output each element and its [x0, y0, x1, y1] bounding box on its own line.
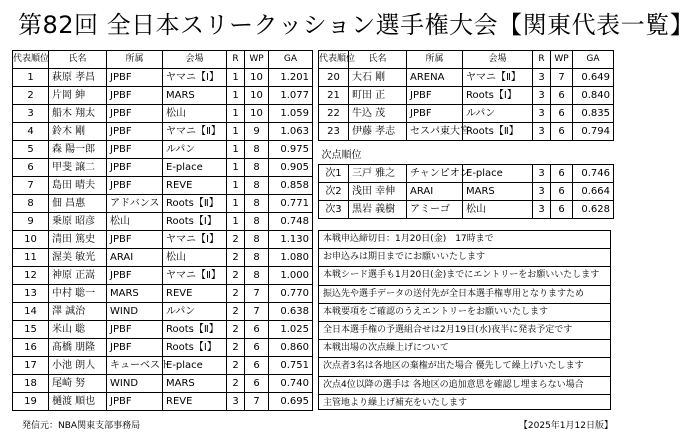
affiliation-cell: WIND [107, 375, 163, 393]
ga-cell: 1.059 [269, 105, 313, 123]
ga-cell: 0.905 [269, 159, 313, 177]
ga-cell: 0.664 [573, 183, 614, 201]
venue-cell: 松山 [463, 201, 533, 219]
ga-cell: 0.649 [573, 69, 614, 87]
ga-cell: 0.771 [269, 195, 313, 213]
ga-cell: 0.748 [269, 213, 313, 231]
name-cell: 浅田 幸伸 [349, 183, 407, 201]
rank-cell: 16 [13, 339, 49, 357]
name-cell: 鈴木 剛 [49, 123, 107, 141]
note-line: お申込みは期日までにお願いいたします [319, 249, 610, 267]
table-row [13, 285, 313, 303]
name-cell: 町田 正 [349, 87, 407, 105]
rank-cell: 4 [13, 123, 49, 141]
name-cell: 森 陽一郎 [49, 141, 107, 159]
wp-cell: 8 [245, 249, 269, 267]
rank-cell: 17 [13, 357, 49, 375]
header-r: R [533, 51, 551, 69]
r-cell: 2 [227, 285, 245, 303]
r-cell: 2 [227, 249, 245, 267]
affiliation-cell: ARAI [107, 249, 163, 267]
wp-cell: 6 [551, 105, 573, 123]
note-line: 主管地より繰上げ補充をいたします [323, 397, 468, 408]
venue-cell: ヤマニ【Ⅰ】 [163, 231, 227, 249]
table-row [319, 69, 614, 87]
table-row [13, 393, 313, 411]
runner-up-label-row [319, 147, 614, 165]
header-venue: 会場 [463, 51, 533, 69]
r-cell: 2 [227, 303, 245, 321]
name-cell: 中村 聡一 [49, 285, 107, 303]
wp-cell: 7 [245, 303, 269, 321]
wp-cell: 6 [245, 339, 269, 357]
rank-cell: 次1 [319, 165, 349, 183]
r-cell: 1 [227, 69, 245, 87]
table-row [319, 183, 614, 201]
wp-cell: 6 [551, 183, 573, 201]
ga-cell: 0.638 [269, 303, 313, 321]
affiliation-cell: キューベスト [107, 357, 163, 375]
table-row [13, 339, 313, 357]
wp-cell: 8 [245, 231, 269, 249]
page-title: 第82回 全日本スリークッション選手権大会【関東代表一覧】 [18, 11, 694, 39]
table-row [319, 201, 614, 219]
ga-cell: 0.858 [269, 177, 313, 195]
wp-cell: 8 [245, 141, 269, 159]
affiliation-cell: JPBF [107, 69, 163, 87]
ga-cell: 0.746 [573, 165, 614, 183]
affiliation-cell: JPBF [107, 141, 163, 159]
header-wp: WP [245, 51, 269, 69]
wp-cell: 9 [245, 123, 269, 141]
table-row [13, 123, 313, 141]
venue-cell: Roots【Ⅱ】 [163, 195, 227, 213]
table-row [13, 267, 313, 285]
wp-cell: 10 [245, 87, 269, 105]
venue-cell: ルパン [463, 105, 533, 123]
name-cell: 乗原 昭彦 [49, 213, 107, 231]
ga-cell: 0.840 [573, 87, 614, 105]
table-row [13, 177, 313, 195]
table-row [319, 87, 614, 105]
affiliation-cell: ARAI [407, 183, 463, 201]
r-cell: 1 [227, 141, 245, 159]
wp-cell: 8 [245, 195, 269, 213]
footer-source: 発信元：NBA関東支部事務局 [22, 421, 141, 431]
r-cell: 1 [227, 87, 245, 105]
table-header-row [13, 51, 313, 69]
r-cell: 3 [533, 183, 551, 201]
rank-cell: 8 [13, 195, 49, 213]
header-ga: GA [573, 51, 614, 69]
venue-cell: 松山 [163, 249, 227, 267]
venue-cell: REVE [163, 285, 227, 303]
ga-cell: 1.080 [269, 249, 313, 267]
ga-cell: 1.130 [269, 231, 313, 249]
table-header-row [319, 51, 614, 69]
r-cell: 1 [227, 213, 245, 231]
ga-cell: 1.000 [269, 267, 313, 285]
venue-cell: E-place [163, 159, 227, 177]
affiliation-cell: JPBF [407, 87, 463, 105]
venue-cell: MARS [463, 183, 533, 201]
name-cell: 澤 誠治 [49, 303, 107, 321]
ga-cell: 0.835 [573, 105, 614, 123]
ga-cell: 0.628 [573, 201, 614, 219]
name-cell: 船木 翔太 [49, 105, 107, 123]
table-row [13, 357, 313, 375]
wp-cell: 8 [245, 177, 269, 195]
table-row [13, 159, 313, 177]
rank-cell: 19 [13, 393, 49, 411]
r-cell: 1 [227, 195, 245, 213]
name-cell: 髙橋 朋隆 [49, 339, 107, 357]
name-cell: 神原 正嵩 [49, 267, 107, 285]
wp-cell: 7 [245, 393, 269, 411]
affiliation-cell: MARS [107, 285, 163, 303]
rank-cell: 14 [13, 303, 49, 321]
r-cell: 1 [227, 177, 245, 195]
ga-cell: 0.770 [269, 285, 313, 303]
wp-cell: 6 [245, 321, 269, 339]
header-name: 氏名 [349, 51, 407, 69]
affiliation-cell: JPBF [107, 87, 163, 105]
rank-cell: 11 [13, 249, 49, 267]
rank-cell: 2 [13, 87, 49, 105]
header-rank: 代表順位 [13, 51, 49, 69]
ga-cell: 0.794 [573, 123, 614, 141]
rank-cell: 10 [13, 231, 49, 249]
r-cell: 1 [227, 159, 245, 177]
table-row [13, 105, 313, 123]
representatives-table-right [318, 50, 614, 219]
footer-date: 【2025年1月12日版】 [518, 421, 613, 431]
table-row [319, 105, 614, 123]
rank-cell: 23 [319, 123, 349, 141]
ga-cell: 1.077 [269, 87, 313, 105]
r-cell: 1 [227, 123, 245, 141]
r-cell: 3 [533, 201, 551, 219]
table-row [13, 231, 313, 249]
r-cell: 2 [227, 267, 245, 285]
name-cell: 萩原 孝昌 [49, 69, 107, 87]
note-line: 振込先や選手データの送付先が全日本選手権専用となりますため [319, 286, 610, 304]
venue-cell: ルパン [163, 303, 227, 321]
venue-cell: ヤマニ【Ⅰ】 [163, 69, 227, 87]
wp-cell: 10 [245, 105, 269, 123]
rank-cell: 21 [319, 87, 349, 105]
affiliation-cell: WIND [107, 303, 163, 321]
wp-cell: 6 [245, 375, 269, 393]
note-line: 本戦要項をご確認のうえエントリーをお願いいたします [319, 304, 610, 322]
rank-cell: 20 [319, 69, 349, 87]
affiliation-cell: JPBF [107, 105, 163, 123]
ga-cell: 1.063 [269, 123, 313, 141]
rank-cell: 15 [13, 321, 49, 339]
rank-cell: 22 [319, 105, 349, 123]
ga-cell: 0.751 [269, 357, 313, 375]
venue-cell: REVE [163, 393, 227, 411]
venue-cell: Roots【Ⅱ】 [463, 123, 533, 141]
r-cell: 2 [227, 339, 245, 357]
rank-cell: 次3 [319, 201, 349, 219]
rank-cell: 次2 [319, 183, 349, 201]
affiliation-cell: JPBF [107, 177, 163, 195]
r-cell: 1 [227, 105, 245, 123]
ga-cell: 1.201 [269, 69, 313, 87]
header-name: 氏名 [49, 51, 107, 69]
affiliation-cell: アドバンス [107, 195, 163, 213]
representatives-table-left [12, 50, 313, 411]
wp-cell: 6 [551, 201, 573, 219]
rank-cell: 7 [13, 177, 49, 195]
rank-cell: 1 [13, 69, 49, 87]
ga-cell: 0.695 [269, 393, 313, 411]
note-line: 本戦申込締切日：1月20日(金) 17時まで [319, 231, 610, 249]
rank-cell: 12 [13, 267, 49, 285]
name-cell: 清田 篤史 [49, 231, 107, 249]
r-cell: 3 [533, 123, 551, 141]
table-row [13, 321, 313, 339]
venue-cell: E-place [163, 357, 227, 375]
affiliation-cell: 松山 [107, 213, 163, 231]
r-cell: 3 [533, 87, 551, 105]
note-line: 次点者3名は各地区の棄権が出た場合 優先して繰上げいたします [319, 358, 610, 376]
name-cell: 小池 朗人 [49, 357, 107, 375]
table-row [13, 213, 313, 231]
note-line: 全日本選手権の予選組合せは2月19日(水)夜半に発表予定です [319, 322, 610, 340]
r-cell: 2 [227, 321, 245, 339]
affiliation-cell: JPBF [107, 231, 163, 249]
table-row [13, 303, 313, 321]
affiliation-cell: セスパ東大宮 [407, 123, 463, 141]
wp-cell: 6 [551, 165, 573, 183]
table-row [319, 123, 614, 141]
affiliation-cell: JPBF [107, 393, 163, 411]
name-cell: 伊藤 孝志 [349, 123, 407, 141]
table-row [13, 87, 313, 105]
name-cell: 米山 聡 [49, 321, 107, 339]
header-wp: WP [551, 51, 573, 69]
r-cell: 2 [227, 375, 245, 393]
notes-box [318, 230, 611, 410]
venue-cell: Roots【Ⅰ】 [163, 213, 227, 231]
affiliation-cell: チャンピオン [407, 165, 463, 183]
header-r: R [227, 51, 245, 69]
table-row [319, 165, 614, 183]
venue-cell: ヤマニ【Ⅱ】 [163, 123, 227, 141]
note-line: 次点4位以降の選手は 各地区の追加意思を確認し埋まらない場合 [319, 377, 610, 395]
ga-cell: 0.860 [269, 339, 313, 357]
table-row [13, 69, 313, 87]
r-cell: 3 [533, 105, 551, 123]
rank-cell: 6 [13, 159, 49, 177]
name-cell: 片岡 紳 [49, 87, 107, 105]
table-row [13, 195, 313, 213]
venue-cell: MARS [163, 375, 227, 393]
header-venue: 会場 [163, 51, 227, 69]
wp-cell: 8 [245, 159, 269, 177]
wp-cell: 8 [245, 267, 269, 285]
r-cell: 3 [533, 165, 551, 183]
name-cell: 島田 晴夫 [49, 177, 107, 195]
ga-cell: 1.025 [269, 321, 313, 339]
name-cell: 佃 昌惠 [49, 195, 107, 213]
affiliation-cell: JPBF [107, 339, 163, 357]
ga-cell: 0.975 [269, 141, 313, 159]
ga-cell: 0.740 [269, 375, 313, 393]
affiliation-cell: JPBF [107, 159, 163, 177]
r-cell: 3 [227, 393, 245, 411]
wp-cell: 6 [245, 357, 269, 375]
rank-cell: 5 [13, 141, 49, 159]
venue-cell: Roots【Ⅰ】 [163, 339, 227, 357]
r-cell: 2 [227, 231, 245, 249]
venue-cell: REVE [163, 177, 227, 195]
name-cell: 牛込 茂 [349, 105, 407, 123]
name-cell: 甲斐 譲二 [49, 159, 107, 177]
name-cell: 尾崎 努 [49, 375, 107, 393]
venue-cell: ヤマニ【Ⅱ】 [163, 267, 227, 285]
affiliation-cell: アミーゴ [407, 201, 463, 219]
wp-cell: 7 [551, 69, 573, 87]
venue-cell: Roots【Ⅰ】 [463, 87, 533, 105]
name-cell: 樋渡 順也 [49, 393, 107, 411]
affiliation-cell: ARENA [407, 69, 463, 87]
name-cell: 黒岩 義樹 [349, 201, 407, 219]
venue-cell: MARS [163, 87, 227, 105]
header-affiliation: 所属 [407, 51, 463, 69]
wp-cell: 6 [551, 123, 573, 141]
rank-cell: 9 [13, 213, 49, 231]
runner-up-label: 次点順位 [321, 150, 362, 161]
venue-cell: E-place [463, 165, 533, 183]
venue-cell: Roots【Ⅱ】 [163, 321, 227, 339]
affiliation-cell: JPBF [407, 105, 463, 123]
name-cell: 三戸 雅之 [349, 165, 407, 183]
r-cell: 3 [533, 69, 551, 87]
wp-cell: 7 [245, 285, 269, 303]
rank-cell: 3 [13, 105, 49, 123]
note-line: 本戦出場の次点繰上げについて [319, 340, 610, 358]
wp-cell: 8 [245, 213, 269, 231]
r-cell: 2 [227, 357, 245, 375]
table-row [13, 249, 313, 267]
wp-cell: 6 [551, 87, 573, 105]
name-cell: 渥美 敏光 [49, 249, 107, 267]
affiliation-cell: JPBF [107, 321, 163, 339]
name-cell: 大石 剛 [349, 69, 407, 87]
header-rank: 代表順位 [319, 51, 349, 69]
table-row [13, 375, 313, 393]
header-ga: GA [269, 51, 313, 69]
rank-cell: 13 [13, 285, 49, 303]
venue-cell: ルパン [163, 141, 227, 159]
affiliation-cell: JPBF [107, 123, 163, 141]
wp-cell: 10 [245, 69, 269, 87]
affiliation-cell: JPBF [107, 267, 163, 285]
note-line: 本戦シード選手も1月20日(金)までにエントリーをお願いいたします [319, 267, 610, 285]
venue-cell: ヤマニ【Ⅱ】 [463, 69, 533, 87]
header-affiliation: 所属 [107, 51, 163, 69]
rank-cell: 18 [13, 375, 49, 393]
venue-cell: 松山 [163, 105, 227, 123]
table-row [13, 141, 313, 159]
